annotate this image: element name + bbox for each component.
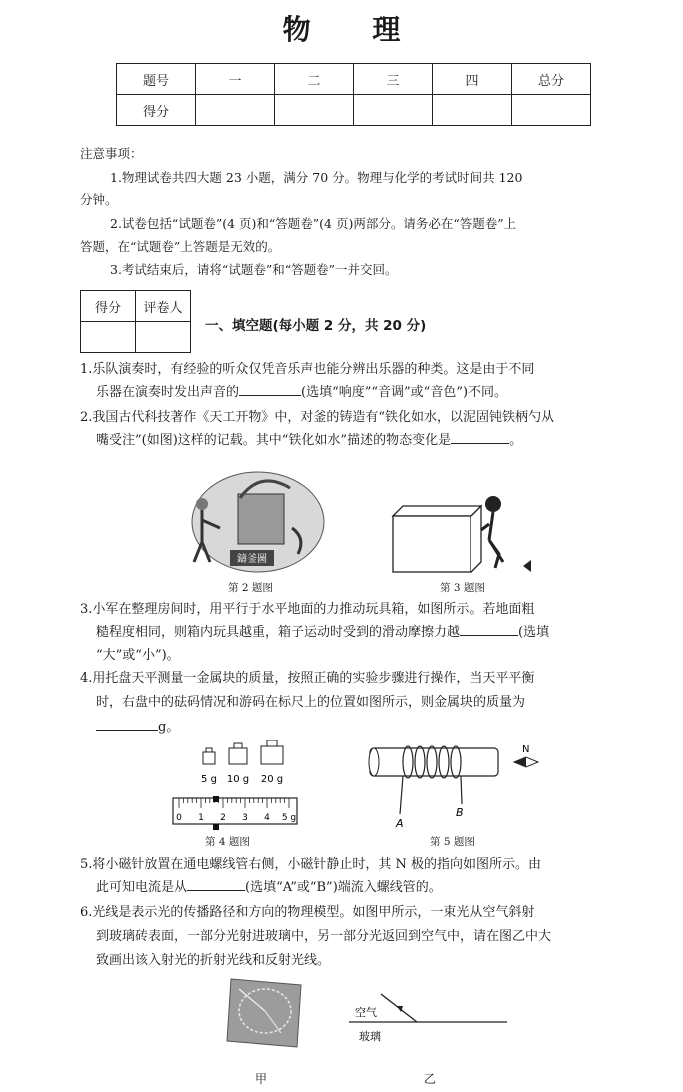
fig6-photo (225, 975, 305, 1051)
fig4-rider-top (213, 796, 219, 802)
score-header-cell: 三 (354, 64, 433, 95)
answer-blank[interactable] (451, 429, 509, 444)
q3-line1: 3.小军在整理房间时，用平行于水平地面的力推动玩具箱，如图所示。若地面粗 (80, 602, 535, 617)
weight-20g-icon (261, 740, 283, 764)
score-cell[interactable] (196, 95, 275, 126)
fig2-worker-head (196, 498, 208, 510)
fig3-box-top (393, 506, 481, 516)
section-heading: 一、填空题(每小题 2 分，共 20 分) (205, 318, 427, 334)
weight-5g-icon (203, 748, 215, 764)
fig5-label-b: B (456, 806, 464, 819)
fig2-stamp: 鑄釜圖 (237, 554, 267, 565)
score-header-cell: 四 (433, 64, 512, 95)
score-cell[interactable] (275, 95, 354, 126)
fig3-person-body (481, 512, 503, 568)
q1-line2: 乐器在演奏时发出声音的 (选填“响度”“音调”或“音色”)不同。 (96, 381, 507, 405)
notes-line: 1.物理试卷共四大题 23 小题，满分 70 分。物理与化学的考试时间共 120 (110, 170, 523, 185)
grader-table (80, 290, 191, 353)
scale-label: 1 (198, 813, 204, 823)
q3-line3: “大”或“小”)。 (96, 648, 180, 663)
fig6-label-yi: 乙 (424, 1072, 437, 1086)
fig5-wire-a (400, 776, 403, 814)
notes-line: 分钟。 (80, 192, 118, 207)
q5-line2: 此可知电流是从 (选填“A”或“B”)端流入螺线管的。 (96, 876, 442, 900)
notes-line: 3.考试结束后，请将“试题卷”和“答题卷”一并交回。 (110, 262, 398, 277)
fig2-caption: 第 2 题图 (228, 582, 273, 594)
fig3-illustration (385, 488, 535, 578)
q4-line2: 时，右盘中的砝码情况和游码在标尺上的位置如图所示，则金属块的质量为 (96, 695, 526, 710)
fig5-wire-b (461, 776, 462, 804)
q2-line2: 嘴受注”(如图)这样的记载。其中“铁化如水”描述的物态变化是 。 (96, 429, 522, 453)
fig6-diagram (345, 990, 515, 1050)
notes-line: 2.试卷包括“试题卷”(4 页)和“答题卷”(4 页)两部分。请务必在“答题卷”上 (110, 216, 517, 231)
scale-label: 0 (176, 813, 182, 823)
grader-header-grader: 评卷人 (136, 291, 191, 322)
q6-line3: 致画出该入射光的折射光线和反射光线。 (96, 953, 331, 968)
scale-label: 4 (264, 813, 270, 823)
fig6-label-jia: 甲 (255, 1072, 268, 1086)
score-header-cell: 总分 (512, 64, 591, 95)
score-cell[interactable] (354, 95, 433, 126)
fig2-illustration (180, 458, 330, 576)
fig5-label-n: N (522, 744, 530, 755)
fig4-scale-bar (173, 798, 297, 824)
answer-blank[interactable] (460, 621, 518, 636)
fig6-glass-label: 玻璃 (359, 1030, 381, 1043)
notes-line: 答题，在“试题卷”上答题是无效的。 (80, 239, 281, 254)
q6-line1: 6.光线是表示光的传播路径和方向的物理模型。如图甲所示，一束光从空气斜射 (80, 905, 535, 920)
q1-line1: 1.乐队演奏时，有经验的听众仅凭音乐声也能分辨出乐器的种类。这是由于不同 (80, 362, 535, 377)
fig4-caption: 第 4 题图 (205, 836, 250, 848)
fig5-compass-south (514, 757, 526, 767)
fig5-label-a: A (396, 817, 404, 830)
q2-line1: 2.我国古代科技著作《天工开物》中，对釜的铸造有“铁化如水，以泥固钝铁柄勺从 (80, 410, 555, 425)
q5-line1: 5.将小磁针放置在通电螺线管右侧，小磁针静止时，其 N 极的指向如图所示。由 (80, 857, 542, 872)
fig2-furnace (238, 494, 284, 544)
scale-label: 2 (220, 813, 226, 823)
answer-blank[interactable] (239, 381, 301, 396)
score-cell[interactable] (433, 95, 512, 126)
weight-10g-icon (229, 743, 247, 764)
fig4-rider-bottom (213, 824, 219, 830)
score-table-header-row (117, 64, 591, 95)
grader-name-cell[interactable] (136, 322, 191, 353)
weight-label: 20 g (260, 774, 284, 785)
q4-line3: g。 (96, 716, 179, 740)
score-cell[interactable] (512, 95, 591, 126)
page-title: 物 理 (282, 13, 427, 46)
score-table (116, 63, 591, 126)
weight-label: 5 g (201, 774, 217, 785)
q3-line2: 糙程度相同，则箱内玩具越重，箱子运动时受到的滑动摩擦力越 (选填 (96, 621, 549, 645)
fig4-illustration (165, 740, 315, 832)
fig5-solenoid-tube (370, 748, 498, 776)
weight-label: 10 g (226, 774, 250, 785)
fig3-box-side (471, 506, 481, 572)
answer-blank[interactable] (96, 716, 158, 731)
fig5-caption: 第 5 题图 (430, 836, 475, 848)
fig3-caption: 第 3 题图 (440, 582, 485, 594)
fig3-box-front (393, 516, 471, 572)
score-header-cell: 二 (275, 64, 354, 95)
score-table-score-row (117, 95, 591, 126)
notes-heading: 注意事项： (80, 146, 143, 161)
q6-line2: 到玻璃砖表面，一部分光射进玻璃中，另一部分光返回到空气中，请在图乙中大 (96, 929, 552, 944)
fig5-tube-end (369, 748, 379, 776)
scale-label: 3 (242, 813, 248, 823)
answer-blank[interactable] (187, 876, 245, 891)
grader-header-score: 得分 (81, 291, 136, 322)
fig5-illustration (360, 742, 550, 832)
fig3-person-head (485, 496, 501, 512)
grader-score-cell[interactable] (81, 322, 136, 353)
score-header-cell: 一 (196, 64, 275, 95)
score-row-label: 得分 (117, 95, 196, 126)
fig3-shoe (523, 560, 531, 572)
q4-line1: 4.用托盘天平测量一金属块的质量，按照正确的实验步骤进行操作，当天平平衡 (80, 671, 535, 686)
score-header-cell: 题号 (117, 64, 196, 95)
fig6-air-label: 空气 (355, 1006, 377, 1019)
scale-label: 5 g (281, 813, 297, 823)
